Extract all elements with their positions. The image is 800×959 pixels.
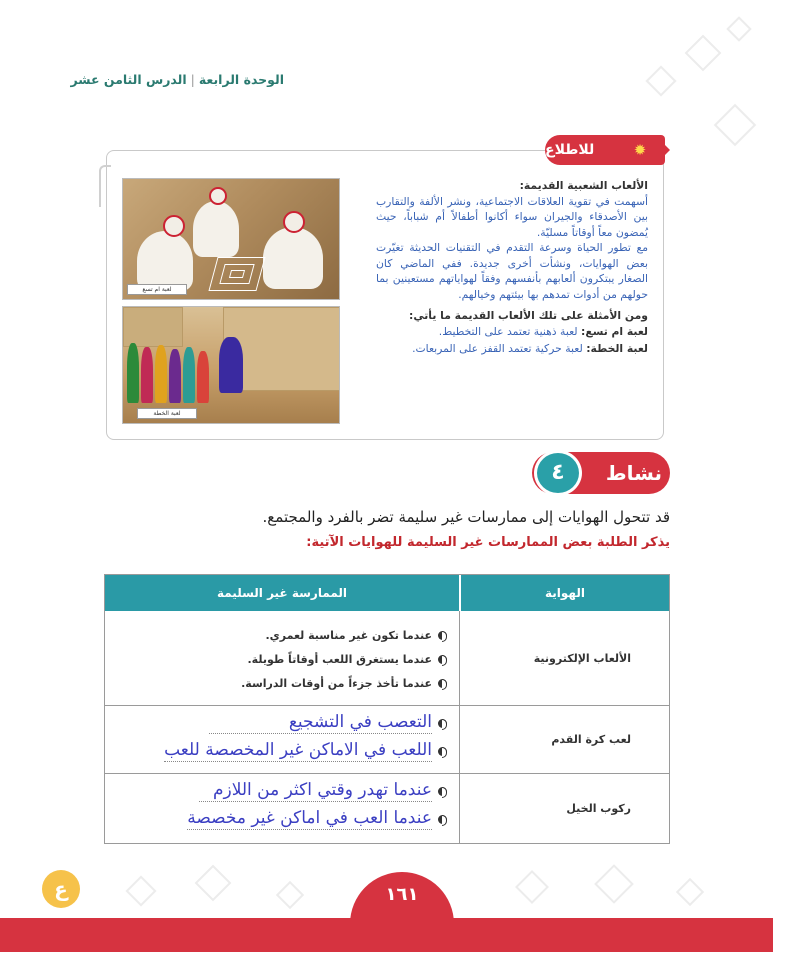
decor-diamond xyxy=(676,878,704,906)
child-figure xyxy=(169,349,181,403)
practice-line xyxy=(187,808,459,830)
example-name: لعبة ام تسع: xyxy=(581,324,648,338)
header-hobby: الهواية xyxy=(459,575,669,611)
practice-cell xyxy=(105,706,459,773)
practice-cell xyxy=(105,611,459,705)
child-figure xyxy=(141,347,153,403)
example-line xyxy=(376,341,648,357)
info-paragraph: أسهمت في تقوية العلاقات الاجتماعية، ونشر الألفة والتقارب بين الأصدقاء والجيران سواء أكانوا أطفالاً أم شباباً، حيث يُمضون معاً أوقاتاً مسليّة. xyxy=(376,194,648,239)
intro-text: قد تتحول الهوايات إلى ممارسات غير سليمة تضر بالفرد والمجتمع. xyxy=(262,508,670,526)
child-figure xyxy=(127,343,139,403)
photo-game-umm-tisa xyxy=(122,178,340,300)
decor-diamond xyxy=(515,870,549,904)
photo-game-khatta xyxy=(122,306,340,424)
example-desc: لعبة ذهنية تعتمد على التخطيط. xyxy=(438,324,578,338)
info-tag-label: للاطلاع xyxy=(545,142,595,158)
info-paragraph: مع تطور الحياة وسرعة التقدم في التقنيات الحديثة تغيّرت بعض الهوايات، ونشأت أخرى جديدة. ففي الماضي كان الصغار يبتكرون ألعابهم بأنفسهم وفقاً لهواياتهم مستعينين بما حولهم من أدوات تمدهم بها بيئتهم وخيالهم. xyxy=(376,241,648,301)
decor-diamond xyxy=(726,16,751,41)
practice-line xyxy=(248,653,460,666)
publisher-logo-icon: ع xyxy=(42,870,80,908)
mud-building xyxy=(123,307,183,347)
unit-label: الوحدة الرابعة xyxy=(198,72,284,87)
hobby-cell: لعب كرة القدم xyxy=(459,706,669,773)
header-separator: | xyxy=(190,72,195,87)
page-header xyxy=(70,72,284,87)
decor-diamond xyxy=(714,104,756,146)
handwritten-answer: عندما تهدر وقتي اكثر من اللازم xyxy=(199,780,432,802)
header-practice: الممارسة غير السليمة xyxy=(105,575,459,611)
hobby-cell: الألعاب الإلكترونية xyxy=(459,611,669,705)
handwritten-answer: اللعب في الاماكن غير المخصصة للعب xyxy=(164,740,432,760)
decor-diamond xyxy=(685,35,722,72)
decor-diamond xyxy=(645,65,676,96)
decor-diamond xyxy=(125,875,156,906)
photo-caption: لعبة ام تسع xyxy=(127,284,187,295)
player-head xyxy=(283,211,305,233)
hobbies-table xyxy=(104,574,670,844)
player-head xyxy=(163,215,185,237)
example-line xyxy=(376,324,648,340)
hobby-cell: ركوب الخيل xyxy=(459,774,669,843)
practice-text: عندما تأخذ جزءاً من أوقات الدراسة. xyxy=(241,677,432,690)
practice-line xyxy=(241,677,459,690)
practice-text: عندما يستغرق اللعب أوقاتاً طويلة. xyxy=(247,653,432,666)
practice-line xyxy=(164,740,459,762)
table-row xyxy=(105,773,669,843)
bullet-icon xyxy=(438,747,447,756)
player-figure xyxy=(137,231,193,291)
game-board xyxy=(208,257,265,291)
lightbulb-icon: ✹ xyxy=(633,141,647,159)
player-figure xyxy=(263,227,323,289)
example-name: لعبة الخطة: xyxy=(586,342,648,355)
player-head xyxy=(209,187,227,205)
bullet-icon xyxy=(438,719,447,728)
child-figure xyxy=(197,351,209,403)
bullet-icon xyxy=(438,655,447,664)
page-number: ١٦١ xyxy=(385,884,419,905)
table-row xyxy=(105,611,669,705)
lesson-label: الدرس الثامن عشر xyxy=(70,72,187,87)
activity-label: نشاط xyxy=(605,461,662,485)
examples-heading: ومن الأمثلة على تلك الألعاب القديمة ما يأتي: xyxy=(409,309,648,322)
player-figure xyxy=(193,201,239,257)
photo-caption: لعبة الخطة xyxy=(137,408,197,419)
practice-line xyxy=(199,780,459,802)
bullet-icon xyxy=(438,631,447,640)
decor-diamond xyxy=(594,864,634,904)
practice-text: عندما تكون غير مناسبة لعمري. xyxy=(265,629,432,642)
info-text xyxy=(376,178,648,357)
practice-line xyxy=(265,629,459,642)
bullet-icon xyxy=(438,787,447,796)
decor-diamond xyxy=(195,865,232,902)
footer-bar xyxy=(0,918,773,952)
table-row xyxy=(105,705,669,773)
info-title: الألعاب الشعبية القديمة: xyxy=(519,179,648,192)
bullet-icon xyxy=(438,815,447,824)
decor-diamond xyxy=(276,881,304,909)
bullet-icon xyxy=(438,679,447,688)
child-figure xyxy=(219,337,243,393)
child-figure xyxy=(155,345,167,403)
handwritten-answer: التعصب في التشجيع xyxy=(209,712,432,734)
instruction-text: يذكر الطلبة بعض الممارسات غير السليمة للهوايات الآتية: xyxy=(306,535,670,550)
child-figure xyxy=(183,347,195,403)
activity-number: ٤ xyxy=(534,450,582,496)
practice-line xyxy=(209,712,459,734)
example-desc: لعبة حركية تعتمد القفز على المربعات. xyxy=(412,342,583,355)
practice-cell xyxy=(105,774,459,843)
handwritten-answer: عندما العب في اماكن غير مخصصة xyxy=(187,808,432,828)
